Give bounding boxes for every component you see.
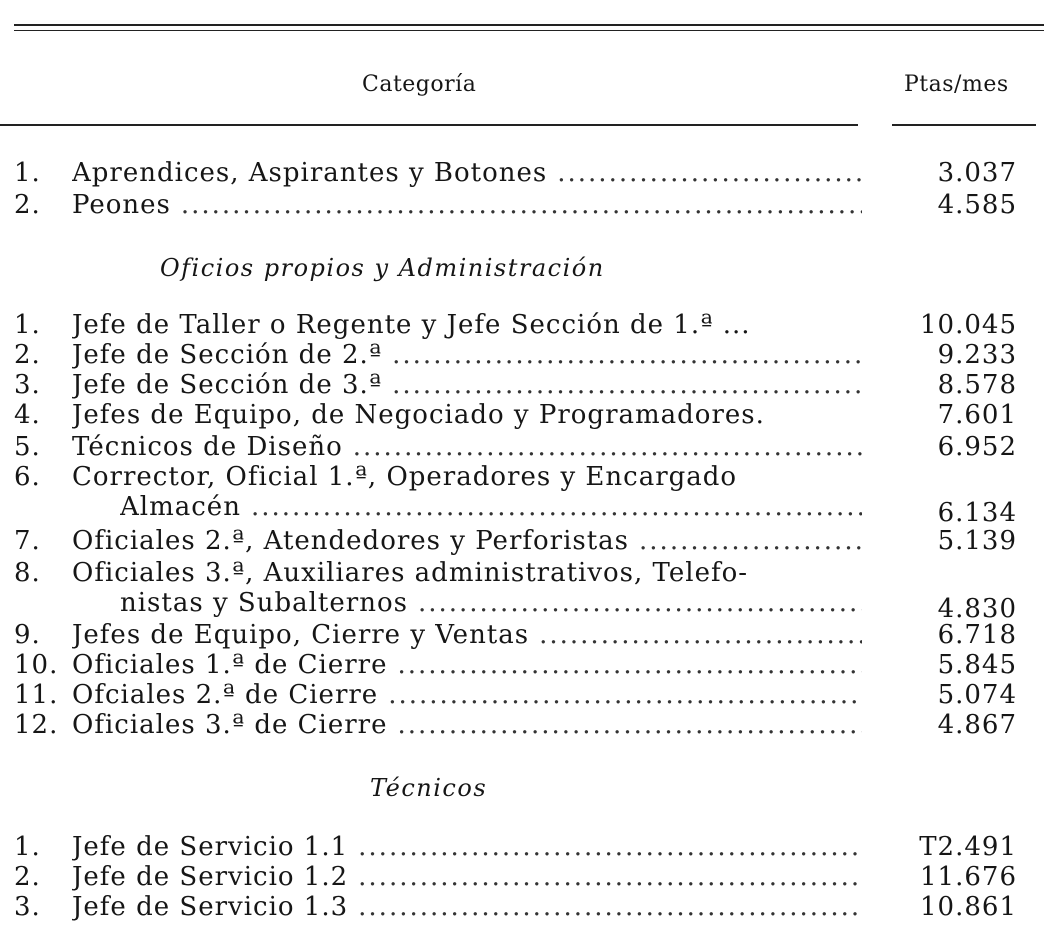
row-label: Jefe de Taller o Regente y Jefe Sección de 1.ª ... [72, 310, 751, 340]
row-number: 6. [14, 462, 41, 492]
row-label: Jefes de Equipo, de Negociado y Programadores. [72, 400, 765, 430]
leader-dots [358, 892, 862, 922]
leader-dots [398, 710, 863, 740]
row-number: 3. [14, 892, 41, 922]
row-label: Oficiales 3.ª, Auxiliares administrativos, Telefo- [72, 558, 749, 588]
leader-dots [418, 588, 862, 618]
row-label: Oficiales 2.ª, Atendedores y Perforistas [72, 526, 630, 556]
table-row [0, 892, 1057, 922]
row-value: 6.134 [937, 498, 1017, 528]
row-value: 9.233 [937, 340, 1017, 370]
table-row [0, 526, 1057, 556]
section-title-oficios: Oficios propios y Administración [160, 254, 605, 282]
table-row [0, 862, 1057, 892]
row-value: 7.601 [937, 400, 1017, 430]
leader-dots [358, 832, 862, 862]
top-double-rule-second [14, 30, 1044, 31]
row-value: 10.861 [920, 892, 1017, 922]
row-number: 9. [14, 620, 41, 650]
table-row-continuation [0, 492, 1057, 528]
row-label: Jefe de Sección de 3.ª [72, 370, 383, 400]
header-rule-right [892, 124, 1036, 126]
table-row [0, 432, 1057, 462]
leader-dots [392, 340, 862, 370]
row-label-continuation: nistas y Subalternos [120, 588, 408, 618]
leader-dots [557, 158, 862, 188]
table-row [0, 158, 1057, 188]
leader-dots [353, 432, 862, 462]
row-label: Jefe de Servicio 1.3 [72, 892, 349, 922]
header-rule-left [0, 124, 858, 126]
leader-dots [398, 650, 863, 680]
row-number: 3. [14, 370, 41, 400]
row-value: 4.585 [937, 190, 1017, 220]
leader-dots [181, 190, 862, 220]
row-value: 4.867 [937, 710, 1017, 740]
row-number: 5. [14, 432, 41, 462]
row-value: T2.491 [919, 832, 1017, 862]
table-row [0, 310, 1057, 340]
row-label: Aprendices, Aspirantes y Botones [72, 158, 548, 188]
section-title-tecnicos: Técnicos [370, 774, 488, 802]
row-number: 12. [14, 710, 59, 740]
row-value: 3.037 [937, 158, 1017, 188]
row-label-continuation: Almacén [120, 492, 241, 522]
leader-dots [639, 526, 862, 556]
row-label: Jefe de Servicio 1.1 [72, 832, 349, 862]
table-row-continuation [0, 588, 1057, 624]
row-label: Jefe de Servicio 1.2 [72, 862, 349, 892]
row-value: 5.074 [937, 680, 1017, 710]
row-label: Peones [72, 190, 171, 220]
table-row [0, 620, 1057, 650]
leader-dots [388, 680, 862, 710]
row-number: 2. [14, 862, 41, 892]
row-value: 8.578 [937, 370, 1017, 400]
row-number: 11. [14, 680, 59, 710]
category-column-header: Categoría [362, 72, 477, 97]
row-value: 6.718 [937, 620, 1017, 650]
leader-dots [251, 492, 862, 522]
row-label: Ofciales 2.ª de Cierre [72, 680, 379, 710]
row-label: Oficiales 3.ª de Cierre [72, 710, 388, 740]
row-label: Corrector, Oficial 1.ª, Operadores y Encargado [72, 462, 738, 492]
leader-dots [392, 370, 862, 400]
table-row [0, 680, 1057, 710]
table-row [0, 190, 1057, 220]
table-row [0, 558, 1057, 588]
row-number: 1. [14, 158, 41, 188]
row-number: 4. [14, 400, 41, 430]
amount-column-header: Ptas/mes [904, 72, 1009, 97]
row-number: 7. [14, 526, 41, 556]
leader-dots [358, 862, 862, 892]
row-label: Jefes de Equipo, Cierre y Ventas [72, 620, 530, 650]
row-value: 5.139 [937, 526, 1017, 556]
row-number: 1. [14, 832, 41, 862]
row-value: 10.045 [920, 310, 1017, 340]
row-value: 11.676 [920, 862, 1017, 892]
row-number: 2. [14, 190, 41, 220]
table-row [0, 650, 1057, 680]
row-number: 2. [14, 340, 41, 370]
row-number: 8. [14, 558, 41, 588]
top-double-rule [14, 24, 1044, 26]
table-row [0, 710, 1057, 740]
row-label: Jefe de Sección de 2.ª [72, 340, 383, 370]
row-value: 4.830 [937, 594, 1017, 624]
row-number: 10. [14, 650, 59, 680]
row-label: Técnicos de Diseño [72, 432, 343, 462]
table-row [0, 832, 1057, 862]
leader-dots [539, 620, 862, 650]
row-number: 1. [14, 310, 41, 340]
table-row [0, 462, 1057, 492]
row-value: 6.952 [937, 432, 1017, 462]
row-label: Oficiales 1.ª de Cierre [72, 650, 388, 680]
table-row [0, 400, 1057, 430]
row-value: 5.845 [937, 650, 1017, 680]
table-row [0, 340, 1057, 370]
table-row [0, 370, 1057, 400]
